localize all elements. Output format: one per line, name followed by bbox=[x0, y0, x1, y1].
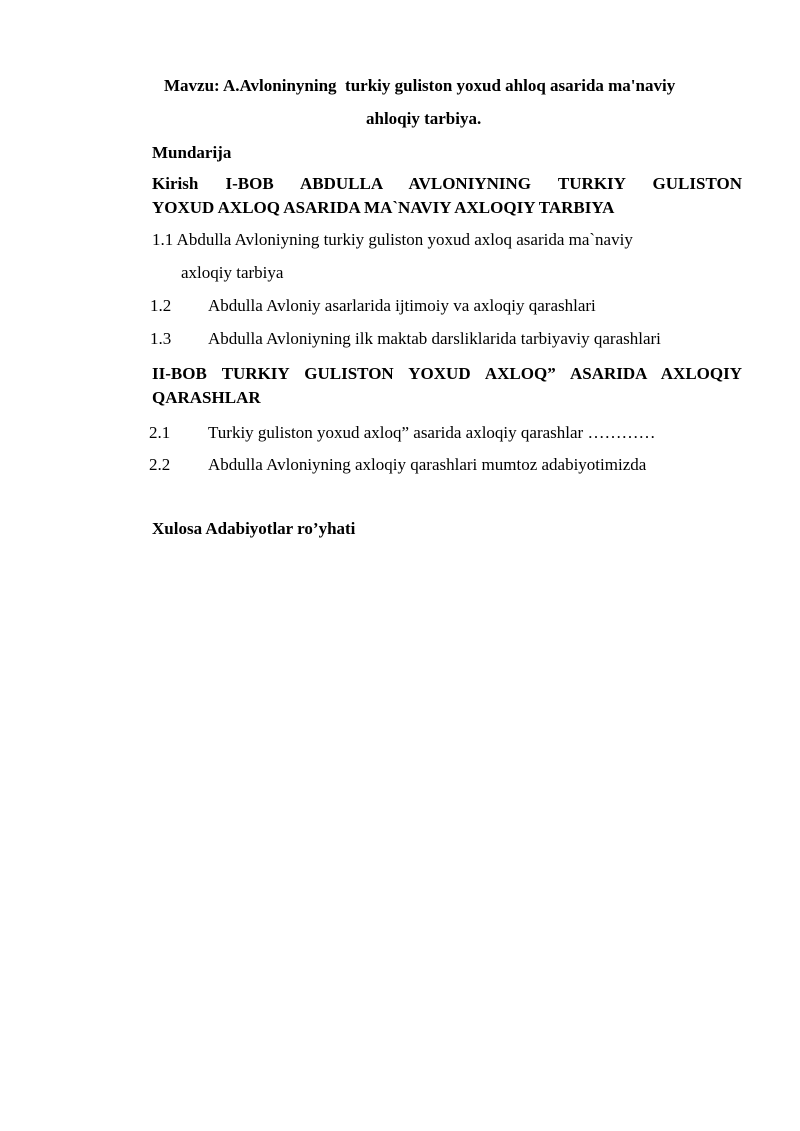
toc-item-2-2-number: 2.2 bbox=[149, 455, 171, 474]
toc-item-1-3-number: 1.3 bbox=[150, 329, 172, 348]
toc-item-1-2-number: 1.2 bbox=[150, 296, 172, 315]
document-title-line1: Mavzu: A.Avloninyning turkiy guliston yoxud ahloq asarida ma'naviy bbox=[164, 76, 676, 95]
toc-item-2-1-number: 2.1 bbox=[149, 423, 171, 442]
conclusion-references: Xulosa Adabiyotlar ro’yhati bbox=[152, 519, 356, 538]
toc-item-2-1-text: Turkiy guliston yoxud axloq” asarida axloqiy qarashlar ………… bbox=[208, 423, 656, 442]
toc-item-1-2-text: Abdulla Avloniy asarlarida ijtimoiy va axloqiy qarashlari bbox=[208, 296, 596, 315]
chapter1-title-line1: Kirish I-BOB ABDULLA AVLONIYNING TURKIY GULISTON bbox=[152, 174, 742, 193]
toc-item-1-1-line1: 1.1 Abdulla Avloniyning turkiy guliston yoxud axloq asarida ma`naviy bbox=[152, 230, 633, 249]
chapter2-title-line2: QARASHLAR bbox=[152, 388, 261, 407]
toc-heading: Mundarija bbox=[152, 143, 232, 162]
toc-item-2-2-text: Abdulla Avloniyning axloqiy qarashlari mumtoz adabiyotimizda bbox=[208, 455, 647, 474]
toc-item-1-1-line2: axloqiy tarbiya bbox=[181, 263, 284, 282]
document-title-line2: ahloqiy tarbiya. bbox=[366, 109, 482, 128]
toc-item-1-3-text: Abdulla Avloniyning ilk maktab darsliklarida tarbiyaviy qarashlari bbox=[208, 329, 661, 348]
chapter1-title-line2: YOXUD AXLOQ ASARIDA MA`NAVIY AXLOQIY TARBIYA bbox=[152, 198, 615, 217]
chapter2-title-line1: II-BOB TURKIY GULISTON YOXUD AXLOQ” ASARIDA AXLOQIY bbox=[152, 364, 742, 383]
